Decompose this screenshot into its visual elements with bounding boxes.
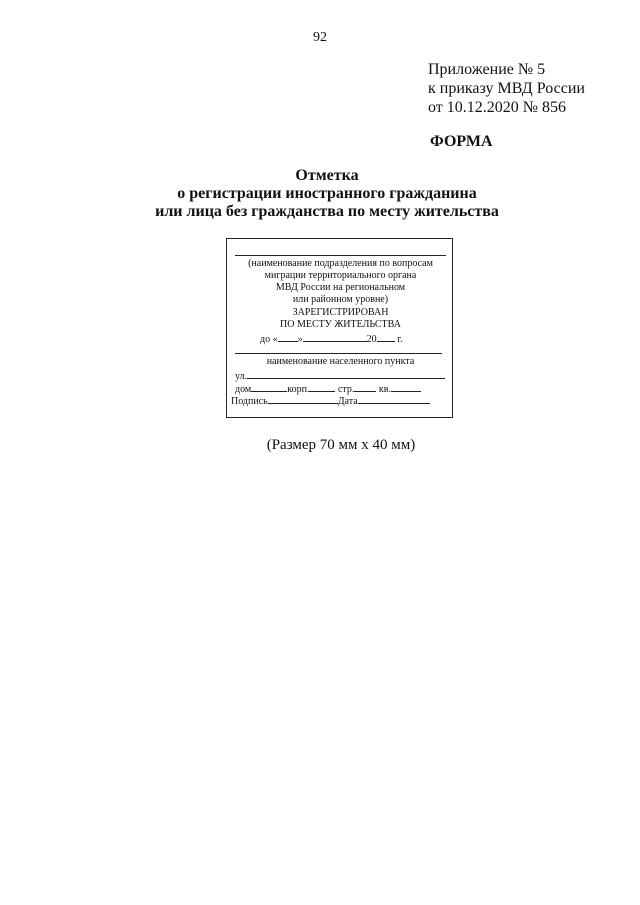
street-label: ул. (235, 371, 248, 382)
status-registered: ЗАРЕГИСТРИРОВАН (292, 307, 389, 318)
title-line-1: Отметка (295, 167, 359, 184)
authority-caption-1: (наименование подразделения по вопросам (248, 258, 433, 269)
valid-until-row (260, 332, 403, 345)
until-day-field (278, 332, 298, 342)
authority-caption-4: или районном уровне) (292, 294, 389, 305)
locality-line (235, 353, 442, 354)
apartment-label: кв. (378, 384, 391, 395)
structure-label: стр. (337, 384, 355, 395)
signature-label: Подпись (231, 396, 268, 407)
title-line-2: о регистрации иностранного гражданина (177, 185, 477, 202)
street-row (235, 369, 445, 382)
date-field (358, 394, 430, 404)
form-label: ФОРМА (430, 133, 493, 150)
appendix-line-2: к приказу МВД России (428, 80, 585, 97)
building-field (309, 382, 335, 392)
size-note: (Размер 70 мм х 40 мм) (266, 437, 416, 453)
until-prefix: до « (260, 334, 278, 345)
locality-caption: наименование населенного пункта (266, 356, 415, 367)
appendix-reference (428, 60, 585, 117)
house-label: дом (235, 384, 252, 395)
house-field (251, 382, 287, 392)
apartment-field (391, 382, 421, 392)
registration-stamp-form (226, 238, 453, 418)
authority-caption-3: МВД России на региональном (275, 282, 406, 293)
appendix-line-3: от 10.12.2020 № 856 (428, 99, 567, 116)
until-month-field (303, 332, 367, 342)
until-year-prefix: 20 (366, 334, 377, 345)
page-number: 92 (313, 30, 327, 45)
street-field (247, 369, 445, 379)
status-place-of-residence: ПО МЕСТУ ЖИТЕЛЬСТВА (280, 319, 401, 330)
authority-caption-2: миграции территориального органа (264, 270, 417, 281)
building-label: корп. (287, 384, 310, 395)
until-year-suffix: г. (397, 334, 403, 345)
authority-line (235, 255, 446, 256)
signature-row (231, 394, 430, 407)
until-quote-close: » (297, 334, 303, 345)
structure-field (354, 382, 376, 392)
date-label: Дата (337, 396, 358, 407)
appendix-line-1: Приложение № 5 (428, 61, 546, 78)
document-title (0, 167, 640, 221)
title-line-3: или лица без гражданства по месту жительства (155, 203, 499, 220)
signature-field (268, 394, 338, 404)
until-year-field (377, 332, 395, 342)
